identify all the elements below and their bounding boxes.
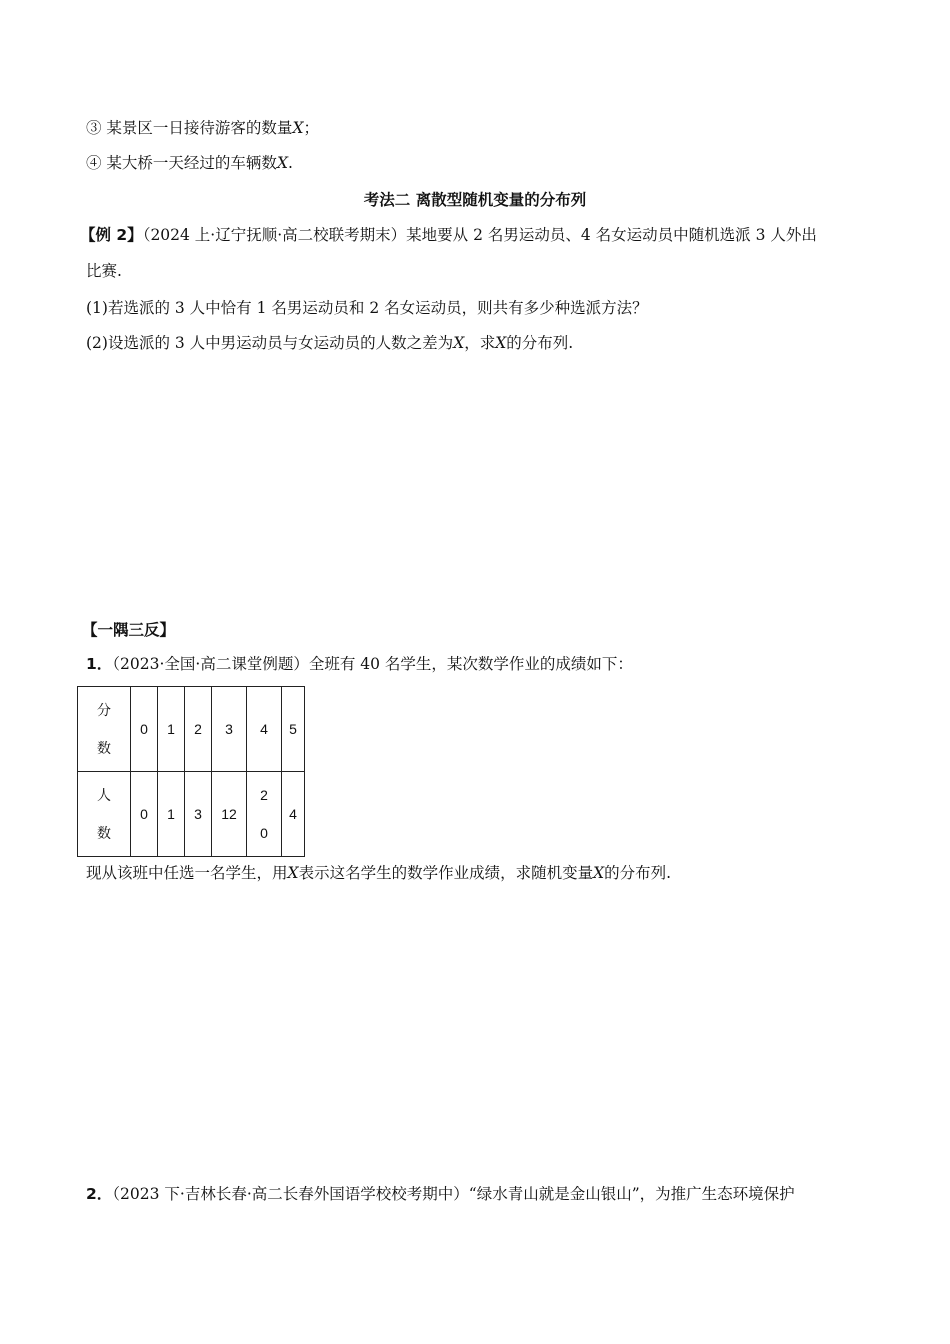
section-title: 考法二 离散型随机变量的分布列	[363, 191, 587, 209]
variable-x: X	[453, 334, 465, 352]
example-2-tag: 【例 2】	[80, 226, 143, 244]
item-4: ④ 某大桥一天经过的车辆数X.	[86, 154, 293, 172]
variable-x: X	[495, 334, 507, 352]
practice-2-text: （2023 下·吉林长春·高二长春外国语学校校考期中）“绿水青山就是金山银山”，为推广生态环境保护	[112, 1185, 795, 1203]
practice-1-number: 1．	[86, 655, 113, 673]
example-2-question-1: (1)若选派的 3 人中恰有 1 名男运动员和 2 名女运动员，则共有多少种选派方法？	[86, 299, 648, 317]
table-cell-split: 2 0	[247, 772, 282, 857]
table-row	[78, 687, 305, 772]
table-cell: 2	[185, 687, 212, 772]
practice-1	[86, 653, 633, 675]
table-cell: 3	[185, 772, 212, 857]
table-cell: 4	[282, 772, 305, 857]
table-cell: 1	[158, 687, 185, 772]
item-4-variable: X	[276, 154, 288, 172]
table-cell: 4	[247, 687, 282, 772]
item-3-variable: X	[292, 119, 304, 137]
table-cell: 0	[131, 687, 158, 772]
example-2-question-2: (2)设选派的 3 人中男运动员与女运动员的人数之差为X，求X的分布列.	[86, 334, 574, 352]
example-2-line-1	[80, 224, 817, 246]
practice-heading: 【一隅三反】	[82, 621, 176, 639]
item-3: ③ 某景区一日接待游客的数量X；	[86, 119, 319, 137]
variable-x: X	[593, 864, 605, 882]
practice-2	[86, 1183, 795, 1205]
practice-1-text: （2023·全国·高二课堂例题）全班有 40 名学生，某次数学作业的成绩如下：	[112, 655, 633, 673]
table-cell: 1	[158, 772, 185, 857]
practice-2-number: 2．	[86, 1185, 113, 1203]
table-header-count: 人 数	[78, 772, 131, 857]
example-2-line-2: 比赛.	[86, 262, 122, 280]
table-row	[78, 772, 305, 857]
table-cell: 0	[131, 772, 158, 857]
example-2-text: （2024 上·辽宁抚顺·高二校联考期末）某地要从 2 名男运动员、4 名女运动员中随机选派 3 人外出	[142, 226, 817, 244]
variable-x: X	[287, 864, 299, 882]
table-cell: 3	[212, 687, 247, 772]
table-cell: 12	[212, 772, 247, 857]
table-header-score: 分 数	[78, 687, 131, 772]
item-4-text: ④ 某大桥一天经过的车辆数	[86, 154, 277, 172]
table-cell: 5	[282, 687, 305, 772]
item-3-text: ③ 某景区一日接待游客的数量	[86, 119, 293, 137]
practice-1-question: 现从该班中任选一名学生，用X表示这名学生的数学作业成绩，求随机变量X的分布列.	[86, 864, 672, 882]
score-table	[77, 686, 305, 857]
